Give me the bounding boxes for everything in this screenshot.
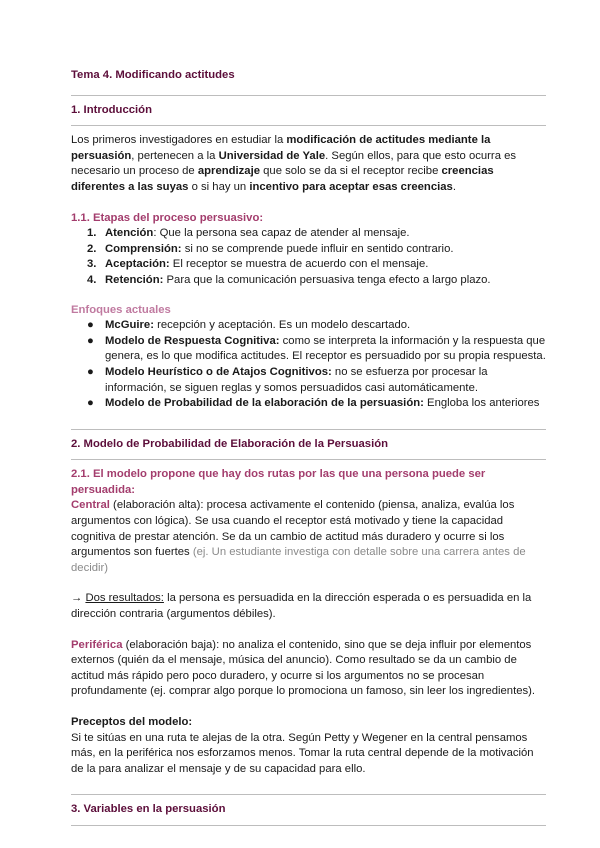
intro-paragraph: Los primeros investigadores en estudiar la modificación de actitudes mediante la persuasión, pertenecen a la Universidad de Yale. Según ellos, para que esto ocurra es necesario un proceso de aprendizaje que solo se da si el receptor recibe creencias diferentes a las suyas o si hay un incentivo para aceptar esas creencias. xyxy=(71,134,517,193)
divider xyxy=(71,125,546,126)
section-2-heading: 2. Modelo de Probabilidad de Elaboración de la Persuasión xyxy=(71,437,389,450)
divider xyxy=(71,95,546,96)
list-item: 4. Retención: Para que la comunicación persuasiva tenga efecto a largo plazo. xyxy=(87,273,491,286)
document-title: Tema 4. Modificando actitudes xyxy=(71,69,235,81)
divider xyxy=(71,794,546,795)
approaches-heading: Enfoques actuales xyxy=(71,303,171,316)
central-route-paragraph: Central (elaboración alta): procesa activamente el contenido (piensa, analiza, evalúa los argumentos con lógica). Se usa cuando el receptor está motivado y tiene la capacidad cognitiva de prestar atención. Se da un cambio de actitud más duradero y ocurre si los argumentos son fuertes (ej. Un estudiante investiga con detalle sobre una carrera antes de decidir) xyxy=(71,499,526,574)
list-item: 2. Comprensión: si no se comprende puede influir en sentido contrario. xyxy=(87,242,454,255)
central-example: (ej. Un estudiante investiga con detalle sobre una carrera antes de decidir) xyxy=(71,546,526,574)
results-paragraph: → Dos resultados: la persona es persuadida en la dirección esperada o es persuadida en la dirección contraria (argumentos débiles). xyxy=(71,592,532,621)
routes-heading: 2.1. El modelo propone que hay dos rutas por las que una persona puede ser persuadida: xyxy=(71,468,486,496)
peripheral-route-label: Periférica xyxy=(71,638,123,651)
list-item: ● Modelo Heurístico o de Atajos Cognitivos: no se esfuerza por procesar la información, se siguen reglas y somos persuadidos casi automáticamente. xyxy=(87,365,488,394)
divider xyxy=(71,825,546,826)
stages-heading: 1.1. Etapas del proceso persuasivo: xyxy=(71,211,264,224)
precepts-heading: Preceptos del modelo: xyxy=(71,716,193,728)
peripheral-route-paragraph: Periférica (elaboración baja): no analiza el contenido, sino que se deja influir por elementos externos (quién da el mensaje, música del anuncio). Como resultado se da un cambio de actitud más rápido pero poco duradero, y ocurre si los argumentos no se procesan profundamente (ej. comprar algo porque lo promociona un famoso, sin leer los ingredientes). xyxy=(71,638,536,698)
list-item: ● Modelo de Respuesta Cognitiva: como se interpreta la información y la respuesta que genera, es lo que modifica actitudes. El receptor es persuadido por su propia respuesta. xyxy=(87,334,546,363)
document-content xyxy=(71,68,547,826)
precepts-paragraph: Si te sitúas en una ruta te alejas de la otra. Según Petty y Wegener en la central pensamos más, en la periférica nos esforzamos menos. Tomar la ruta central depende de la motivación de la para analizar el mensaje y de su capacidad para ello. xyxy=(71,731,534,775)
section-1-heading: 1. Introducción xyxy=(71,103,152,116)
list-item: 3. Aceptación: El receptor se muestra de acuerdo con el mensaje. xyxy=(87,258,429,271)
central-route-label: Central xyxy=(71,499,110,512)
list-item: ● Modelo de Probabilidad de la elaboración de la persuasión: Engloba los anteriores xyxy=(87,397,540,410)
section-3-heading: 3. Variables en la persuasión xyxy=(71,803,226,816)
stages-list xyxy=(71,226,547,288)
divider xyxy=(71,459,546,460)
divider xyxy=(71,429,546,430)
approaches-list xyxy=(71,318,547,412)
list-item: ● McGuire: recepción y aceptación. Es un modelo descartado. xyxy=(87,319,411,332)
list-item: 1. Atención: Que la persona sea capaz de atender al mensaje. xyxy=(87,227,410,240)
